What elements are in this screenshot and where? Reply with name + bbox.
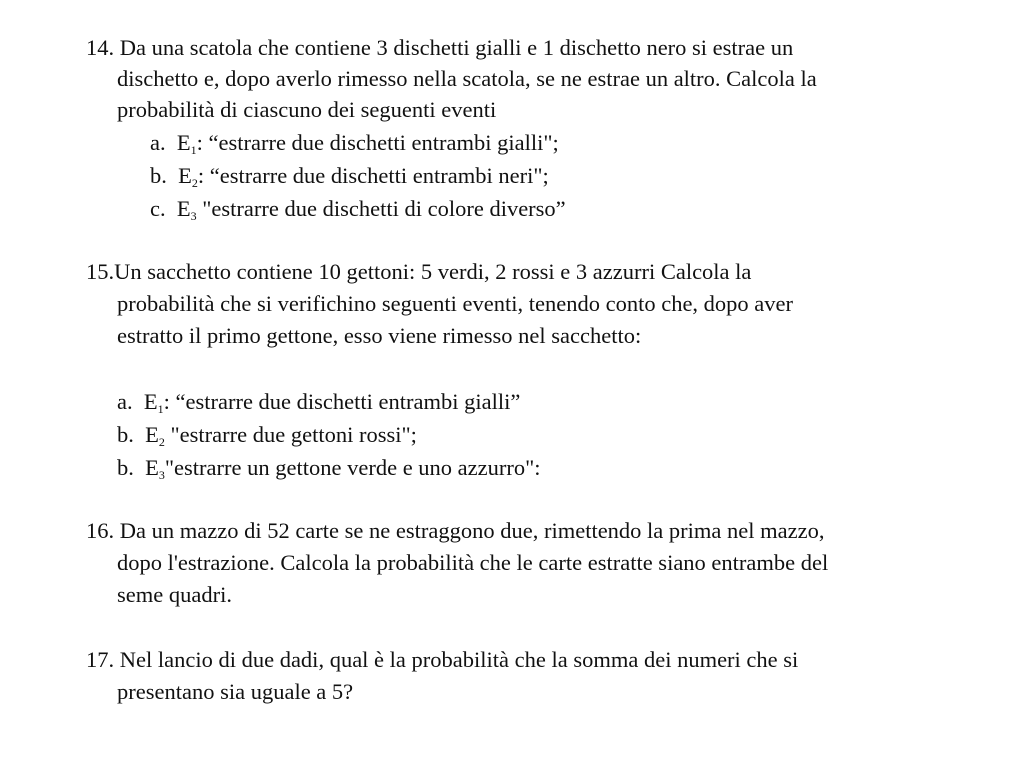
event-label: E bbox=[178, 163, 192, 188]
exercise-line: presentano sia uguale a 5? bbox=[117, 679, 354, 704]
item-text: : “estrarre due dischetti entrambi gialli” bbox=[163, 389, 521, 414]
exercise-line: estratto il primo gettone, esso viene rimesso nel sacchetto: bbox=[117, 323, 642, 348]
item-marker: b. bbox=[150, 163, 167, 188]
event-label: E bbox=[176, 196, 191, 221]
item-text: : “estrarre due dischetti entrambi gialli"; bbox=[196, 130, 559, 155]
event-subscript: 2 bbox=[191, 176, 198, 190]
event-subscript: 3 bbox=[158, 468, 165, 482]
exercise-line bbox=[86, 33, 793, 63]
event-label: E bbox=[176, 130, 191, 155]
item-text: "estrarre due gettoni rossi"; bbox=[164, 422, 417, 447]
exercise-number: 14. bbox=[86, 35, 115, 60]
item-marker: b. bbox=[117, 422, 134, 447]
event-label: E bbox=[145, 422, 159, 447]
item-marker: b. bbox=[117, 455, 134, 480]
exercise-number: 16. bbox=[86, 518, 115, 543]
exercise-text: Nel lancio di due dadi, qual è la probabilità che la somma dei numeri che si bbox=[119, 647, 799, 672]
list-item bbox=[117, 387, 520, 424]
list-item bbox=[150, 128, 559, 165]
list-item bbox=[150, 161, 549, 198]
exercise-text: Da un mazzo di 52 carte se ne estraggono due, rimettendo la prima nel mazzo, bbox=[119, 518, 825, 543]
exercise-line: dischetto e, dopo averlo rimesso nella scatola, se ne estrae un altro. Calcola la bbox=[117, 66, 817, 91]
item-text: "estrarre un gettone verde e uno azzurro": bbox=[164, 455, 541, 480]
event-label: E bbox=[143, 389, 158, 414]
event-subscript: 2 bbox=[158, 435, 165, 449]
exercise-line bbox=[86, 257, 751, 287]
list-item bbox=[117, 453, 541, 490]
item-text: : “estrarre due dischetti entrambi neri"; bbox=[197, 163, 549, 188]
event-subscript: 3 bbox=[190, 209, 197, 223]
exercise-line: probabilità che si verifichino seguenti eventi, tenendo conto che, dopo aver bbox=[117, 291, 794, 316]
exercise-text: Un sacchetto contiene 10 gettoni: 5 verdi, 2 rossi e 3 azzurri Calcola la bbox=[114, 259, 752, 284]
event-subscript: 1 bbox=[190, 143, 197, 157]
item-marker: c. bbox=[150, 196, 166, 221]
exercise-text: Da una scatola che contiene 3 dischetti gialli e 1 dischetto nero si estrae un bbox=[119, 35, 794, 60]
exercise-number: 15. bbox=[86, 259, 115, 284]
list-item bbox=[117, 420, 417, 457]
exercise-number: 17. bbox=[86, 647, 115, 672]
item-marker: a. bbox=[117, 389, 133, 414]
event-subscript: 1 bbox=[157, 402, 164, 416]
exercise-line bbox=[86, 645, 798, 675]
exercise-line: seme quadri. bbox=[117, 582, 232, 607]
exercise-line: probabilità di ciascuno dei seguenti eventi bbox=[117, 97, 497, 122]
item-marker: a. bbox=[150, 130, 166, 155]
exercise-line: dopo l'estrazione. Calcola la probabilità che le carte estratte siano entrambe del bbox=[117, 550, 829, 575]
list-item bbox=[150, 194, 566, 231]
event-label: E bbox=[145, 455, 159, 480]
item-text: "estrarre due dischetti di colore diverso” bbox=[196, 196, 566, 221]
exercise-line bbox=[86, 516, 824, 546]
